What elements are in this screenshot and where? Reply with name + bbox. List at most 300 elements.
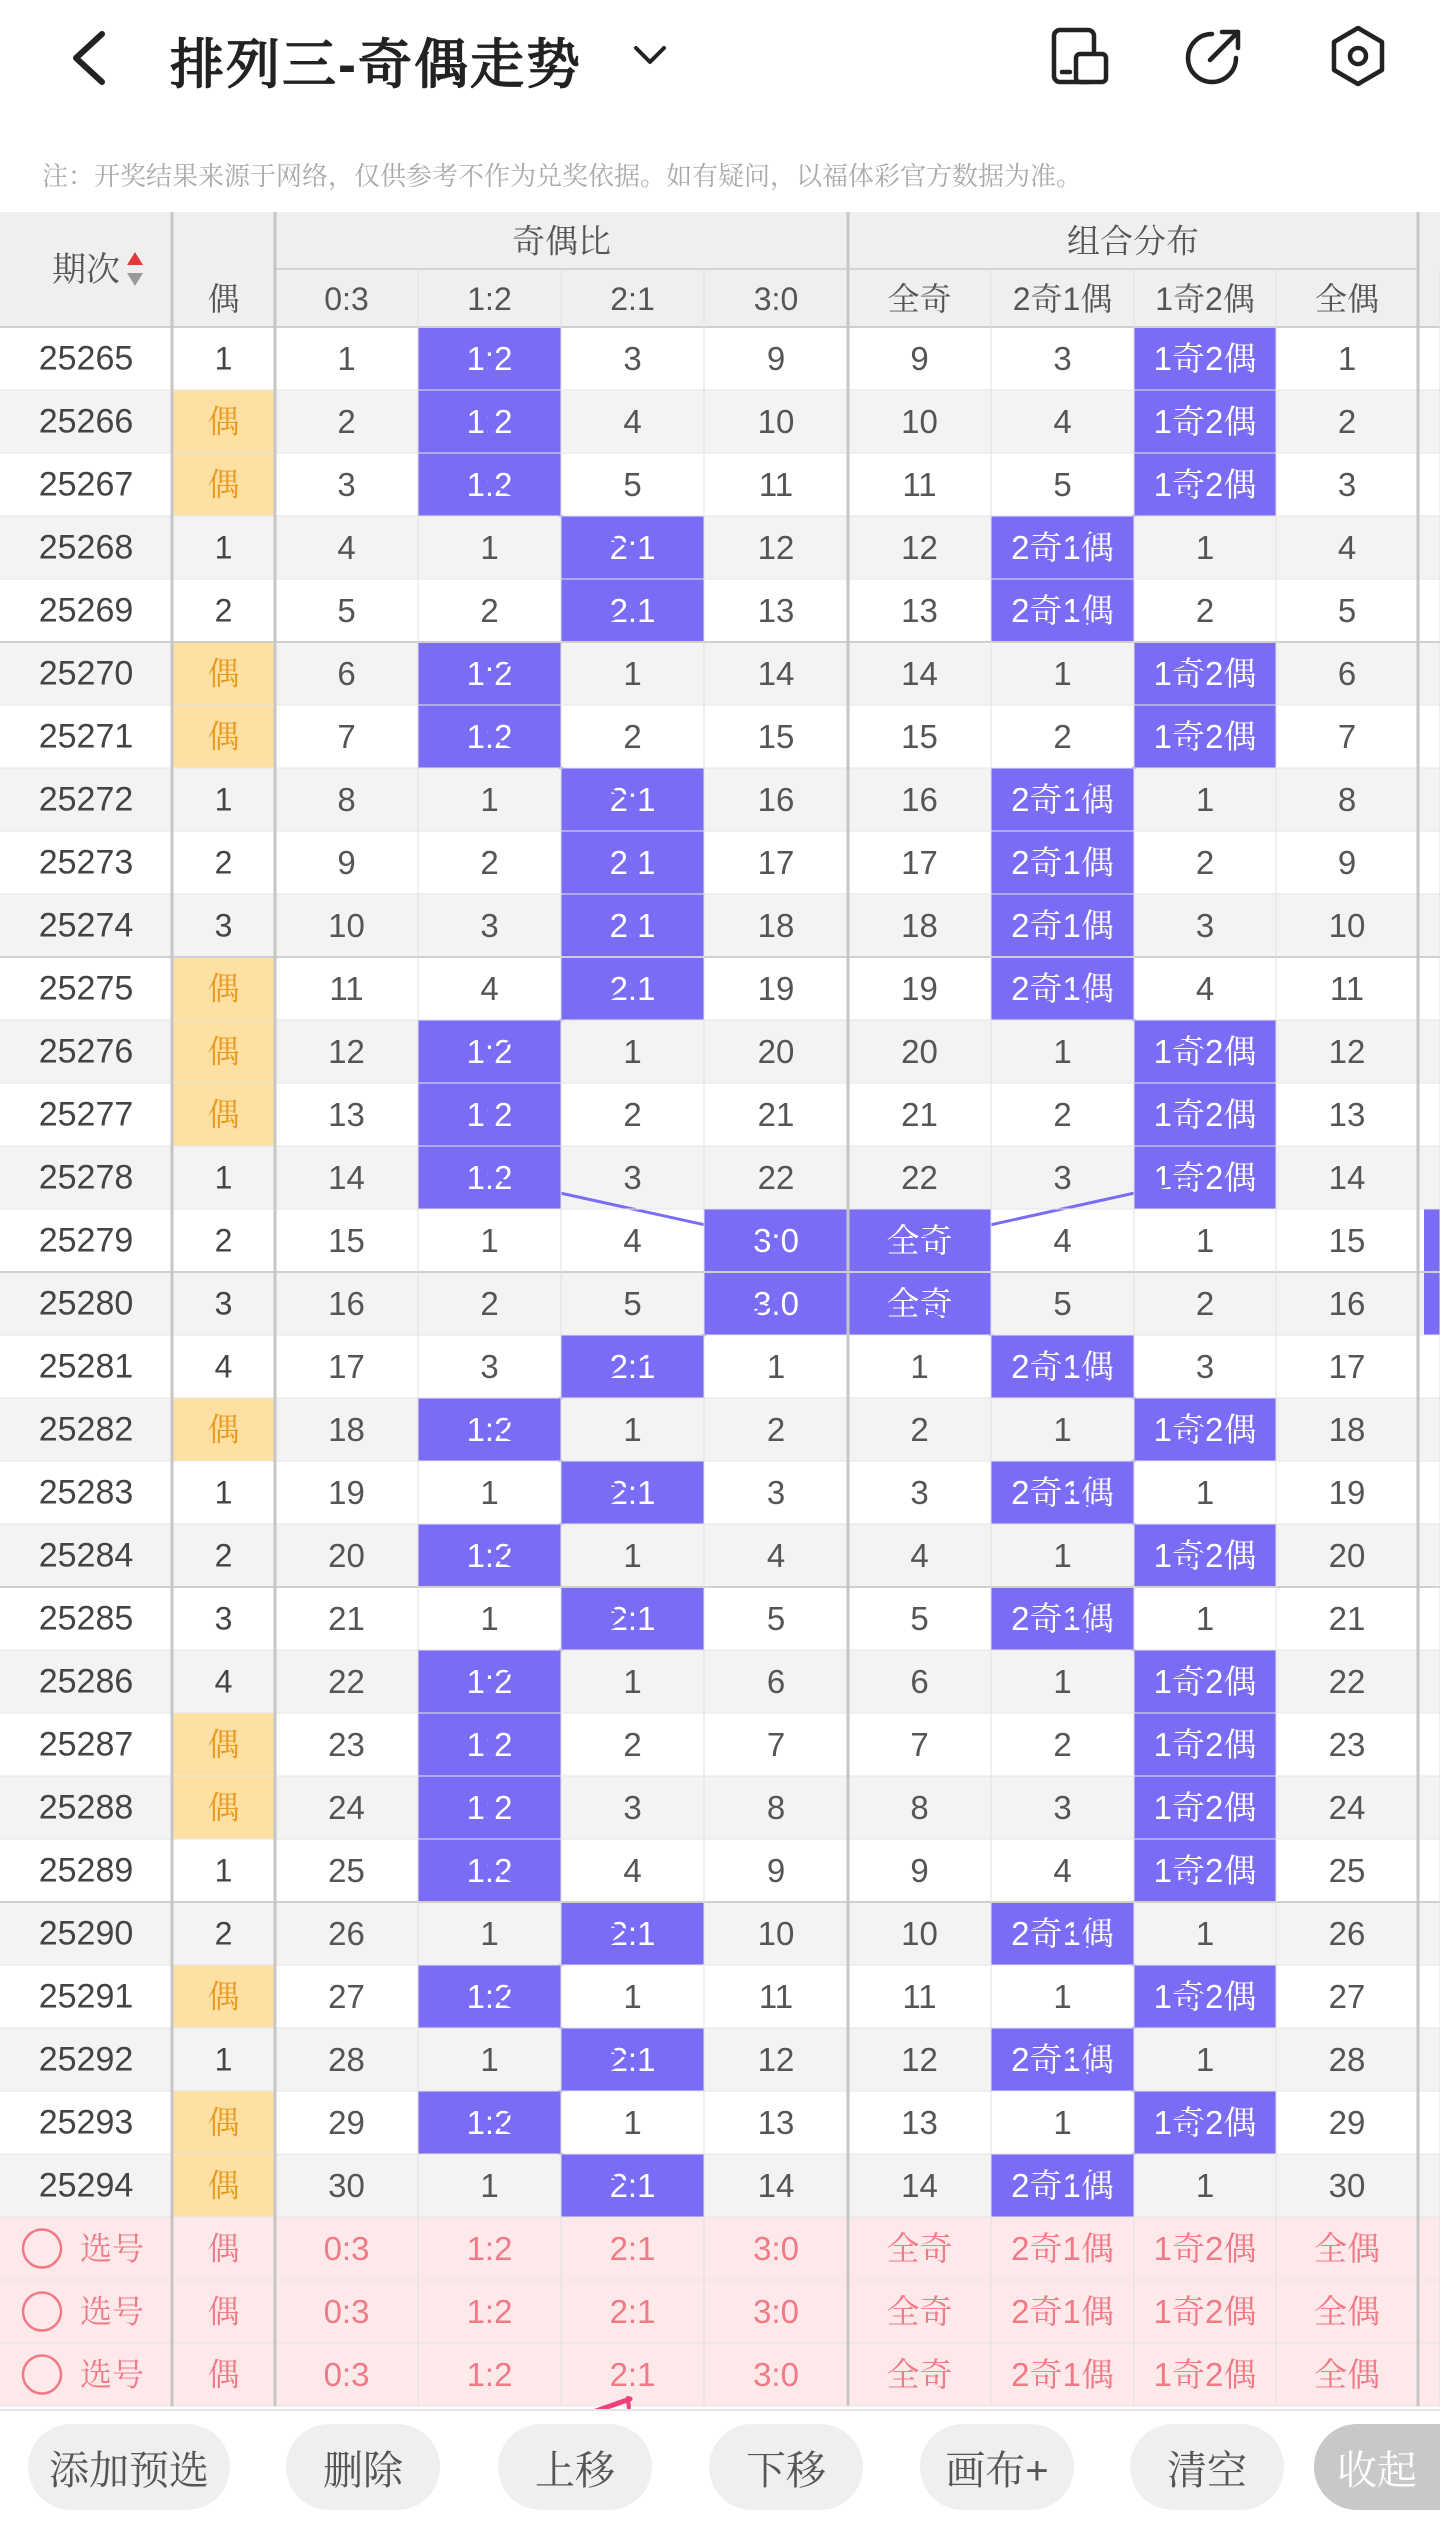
select-ratio-option[interactable]: 3:0 [753, 2356, 799, 2393]
ratio-miss-cell: 1 [480, 529, 499, 566]
combo-miss-cell: 11 [1329, 970, 1365, 1007]
combo-miss-cell: 4 [1337, 529, 1357, 566]
ratio-miss-cell: 1 [337, 340, 356, 377]
ratio-miss-cell: 2 [480, 592, 499, 629]
even-cell: 偶 [207, 1033, 240, 1070]
ratio-hit-label: 2:1 [609, 529, 656, 566]
ratio-miss-cell: 10 [757, 403, 795, 440]
share-icon[interactable] [1182, 24, 1246, 88]
combo-miss-cell: 16 [1328, 1285, 1366, 1322]
ratio-miss-cell: 4 [480, 970, 499, 1007]
ratio-miss-cell: 14 [757, 655, 795, 692]
ratio-hit-label: 2:1 [609, 1348, 656, 1385]
move-down-button[interactable]: 下移 [709, 2424, 863, 2510]
select-even-option: 偶 [207, 2230, 240, 2267]
combo-miss-cell: 23 [1328, 1726, 1366, 1763]
even-cell: 3 [214, 1600, 233, 1637]
clear-button[interactable]: 清空 [1130, 2424, 1284, 2510]
period-cell: 25274 [38, 906, 134, 945]
parity-ratio-header: 奇偶比 [512, 222, 611, 260]
even-cell: 偶 [207, 403, 240, 440]
select-combo-option[interactable]: 1奇2偶 [1153, 2356, 1257, 2393]
ratio-miss-cell: 3 [623, 1789, 642, 1826]
even-cell: 偶 [207, 1096, 240, 1133]
ratio-miss-cell: 2 [480, 844, 499, 881]
ratio-miss-cell: 1 [623, 1033, 642, 1070]
combo-miss-cell: 13 [901, 592, 938, 629]
combo-miss-cell: 4 [1195, 970, 1215, 1007]
period-cell: 25291 [38, 1977, 134, 2016]
select-label: 选号 [79, 2356, 145, 2393]
combo-hit-label: 1奇2偶 [1153, 1789, 1257, 1826]
canvas-plus-button[interactable]: 画布+ [920, 2424, 1074, 2510]
combo-hit-label: 1奇2偶 [1153, 1978, 1257, 2015]
combo-miss-cell: 21 [1328, 1600, 1366, 1637]
combo-miss-cell: 13 [901, 2104, 938, 2141]
ratio-miss-cell: 13 [757, 592, 795, 629]
ratio-hit-label: 2:1 [609, 1600, 656, 1637]
ratio-miss-cell: 13 [757, 2104, 795, 2141]
combo-miss-cell: 26 [1328, 1915, 1366, 1952]
combo-miss-cell: 24 [1328, 1789, 1366, 1826]
ratio-hit-label: 3:0 [753, 1285, 799, 1322]
period-cell: 25293 [38, 2103, 134, 2142]
combo-miss-cell: 14 [901, 2167, 938, 2204]
ratio-miss-cell: 29 [328, 2104, 365, 2141]
select-ratio-option[interactable]: 0:3 [323, 2293, 370, 2330]
select-combo-option[interactable]: 全偶 [1314, 2230, 1380, 2267]
ratio-miss-cell: 10 [328, 907, 365, 944]
combo-hit-label: 2奇1偶 [1011, 2167, 1114, 2204]
ratio-miss-cell: 10 [757, 1915, 795, 1952]
period-cell: 25275 [38, 969, 134, 1008]
select-label: 选号 [79, 2293, 145, 2330]
combo-miss-cell: 20 [1328, 1537, 1366, 1574]
period-cell: 25288 [38, 1788, 134, 1827]
combo-miss-cell: 13 [1328, 1096, 1366, 1133]
top-bar [0, 0, 1440, 115]
combo-hit-label: 全奇 [886, 1222, 953, 1259]
ratio-miss-cell: 2 [480, 1285, 499, 1322]
ratio-miss-cell: 5 [766, 1600, 786, 1637]
select-combo-option[interactable]: 全偶 [1314, 2356, 1380, 2393]
ratio-hit-label: 3:0 [753, 1222, 799, 1259]
edge-hit-cell [1424, 1272, 1440, 1335]
ratio-miss-cell: 25 [328, 1852, 365, 1889]
combo-miss-cell: 9 [1337, 844, 1357, 881]
ratio-miss-cell: 1 [623, 1978, 642, 2015]
even-cell: 偶 [207, 718, 240, 755]
ratio-hit-label: 1:2 [466, 1789, 513, 1826]
combo-miss-cell: 3 [1195, 1348, 1215, 1385]
period-cell: 25266 [38, 402, 134, 441]
even-cell: 1 [214, 1852, 233, 1889]
select-combo-option[interactable]: 2奇1偶 [1011, 2356, 1114, 2393]
period-cell: 25283 [38, 1473, 134, 1512]
period-cell: 25281 [38, 1347, 134, 1386]
combo-miss-cell: 25 [1328, 1852, 1366, 1889]
combo-miss-cell: 3 [1337, 466, 1357, 503]
combo-miss-cell: 1 [1195, 1915, 1215, 1952]
ratio-miss-cell: 7 [766, 1726, 786, 1763]
ratio-miss-cell: 17 [757, 844, 795, 881]
ratio-miss-cell: 1 [623, 2104, 642, 2141]
combo-miss-cell: 2 [1053, 1096, 1072, 1133]
combo-hit-label: 1奇2偶 [1153, 466, 1257, 503]
ratio-miss-cell: 3 [623, 1159, 642, 1196]
even-cell: 2 [214, 1537, 233, 1574]
combo-miss-cell: 17 [901, 844, 938, 881]
combo-miss-cell: 6 [910, 1663, 929, 1700]
period-cell: 25278 [38, 1158, 134, 1197]
combo-miss-cell: 10 [901, 403, 938, 440]
select-ratio-option[interactable]: 1:2 [466, 2293, 513, 2330]
ratio-miss-cell: 1 [623, 1411, 642, 1448]
combo-miss-cell: 3 [1053, 1159, 1072, 1196]
period-cell: 25272 [38, 780, 134, 819]
combo-miss-cell: 12 [901, 2041, 938, 2078]
combo-miss-cell: 1 [1053, 655, 1072, 692]
ratio-miss-cell: 16 [757, 781, 795, 818]
select-combo-option[interactable]: 全奇 [886, 2356, 953, 2393]
combo-miss-cell: 5 [1053, 466, 1072, 503]
even-cell: 偶 [207, 2104, 240, 2141]
even-cell: 偶 [207, 2167, 240, 2204]
combo-miss-cell: 27 [1328, 1978, 1366, 2015]
even-cell: 4 [214, 1663, 233, 1700]
combo-miss-cell: 2 [1195, 1285, 1215, 1322]
combo-col-header: 2奇1偶 [1012, 281, 1113, 317]
combo-hit-label: 2奇1偶 [1011, 592, 1114, 629]
combo-miss-cell: 1 [1053, 2104, 1072, 2141]
ratio-miss-cell: 21 [757, 1096, 795, 1133]
select-ratio-option[interactable]: 0:3 [323, 2230, 370, 2267]
ratio-miss-cell: 5 [623, 1285, 642, 1322]
period-cell: 25269 [38, 591, 134, 630]
ratio-miss-cell: 1 [623, 655, 642, 692]
combo-miss-cell: 4 [1053, 403, 1072, 440]
ratio-hit-label: 2:1 [609, 970, 656, 1007]
select-ratio-option[interactable]: 1:2 [466, 2230, 513, 2267]
select-ratio-option[interactable]: 3:0 [753, 2230, 799, 2267]
combo-miss-cell: 7 [910, 1726, 929, 1763]
combo-miss-cell: 3 [1053, 340, 1072, 377]
ratio-miss-cell: 6 [337, 655, 356, 692]
combo-hit-label: 2奇1偶 [1011, 844, 1114, 881]
ratio-miss-cell: 2 [623, 1096, 642, 1133]
combo-miss-cell: 1 [1195, 529, 1215, 566]
ratio-miss-cell: 18 [328, 1411, 365, 1448]
ratio-miss-cell: 4 [766, 1537, 786, 1574]
ratio-hit-label: 1:2 [466, 655, 513, 692]
combo-hit-label: 1奇2偶 [1153, 2104, 1257, 2141]
combo-miss-cell: 17 [1328, 1348, 1366, 1385]
combination-header: 组合分布 [1067, 222, 1199, 260]
combo-hit-label: 1奇2偶 [1153, 1411, 1257, 1448]
combo-col-header: 全偶 [1314, 281, 1380, 317]
combo-hit-label: 2奇1偶 [1011, 781, 1114, 818]
combo-hit-label: 2奇1偶 [1011, 1348, 1114, 1385]
combo-hit-label: 2奇1偶 [1011, 2041, 1114, 2078]
ratio-miss-cell: 27 [328, 1978, 365, 2015]
ratio-miss-cell: 8 [337, 781, 356, 818]
ratio-miss-cell: 12 [757, 2041, 795, 2078]
combo-hit-label: 1奇2偶 [1153, 1537, 1257, 1574]
combo-miss-cell: 15 [901, 718, 938, 755]
combo-miss-cell: 28 [1328, 2041, 1366, 2078]
device-icon[interactable] [1048, 24, 1112, 88]
even-cell: 1 [214, 340, 233, 377]
combo-miss-cell: 10 [901, 1915, 938, 1952]
combo-miss-cell: 6 [1337, 655, 1357, 692]
add-preselection-button[interactable]: 添加预选 [28, 2424, 230, 2510]
combo-miss-cell: 12 [901, 529, 938, 566]
combo-miss-cell: 1 [1195, 781, 1215, 818]
period-cell: 25270 [38, 654, 134, 693]
select-ratio-option[interactable]: 2:1 [609, 2293, 656, 2330]
select-combo-option[interactable]: 2奇1偶 [1011, 2230, 1114, 2267]
period-cell: 25284 [38, 1536, 134, 1575]
ratio-miss-cell: 1 [480, 1474, 499, 1511]
even-cell: 2 [214, 844, 233, 881]
combo-hit-label: 1奇2偶 [1153, 1096, 1257, 1133]
ratio-hit-label: 2:1 [609, 2167, 656, 2204]
even-cell: 1 [214, 529, 233, 566]
combo-hit-label: 1奇2偶 [1153, 1663, 1257, 1700]
select-ratio-option[interactable]: 3:0 [753, 2293, 799, 2330]
period-cell: 25289 [38, 1851, 134, 1890]
ratio-miss-cell: 2 [623, 718, 642, 755]
combo-miss-cell: 2 [1195, 844, 1215, 881]
ratio-hit-label: 1:2 [466, 403, 513, 440]
ratio-hit-label: 2:1 [609, 1474, 656, 1511]
select-ratio-option[interactable]: 1:2 [466, 2356, 513, 2393]
ratio-miss-cell: 14 [328, 1159, 365, 1196]
combo-col-header: 全奇 [887, 281, 952, 317]
even-cell: 4 [214, 1348, 233, 1385]
ratio-miss-cell: 3 [337, 466, 356, 503]
ratio-miss-cell: 9 [337, 844, 356, 881]
combo-hit-label: 全奇 [886, 1285, 953, 1322]
select-combo-option[interactable]: 1奇2偶 [1153, 2293, 1257, 2330]
combo-miss-cell: 1 [1337, 340, 1357, 377]
period-cell: 25287 [38, 1725, 134, 1764]
combo-hit-label: 2奇1偶 [1011, 907, 1114, 944]
ratio-miss-cell: 9 [766, 340, 786, 377]
collapse-button[interactable]: 收起 [1314, 2424, 1440, 2510]
combo-miss-cell: 1 [1195, 1222, 1215, 1259]
combo-miss-cell: 2 [1053, 718, 1072, 755]
ratio-miss-cell: 1 [480, 1222, 499, 1259]
ratio-miss-cell: 8 [766, 1789, 786, 1826]
ratio-miss-cell: 11 [329, 970, 364, 1007]
combo-miss-cell: 2 [1195, 592, 1215, 629]
ratio-miss-cell: 5 [623, 466, 642, 503]
select-combo-option[interactable]: 全奇 [886, 2230, 953, 2267]
delete-button[interactable]: 删除 [286, 2424, 440, 2510]
combo-hit-label: 1奇2偶 [1153, 1726, 1257, 1763]
even-cell: 偶 [207, 970, 240, 1007]
combo-miss-cell: 18 [1328, 1411, 1366, 1448]
combo-miss-cell: 11 [902, 466, 937, 503]
combo-miss-cell: 1 [1195, 2041, 1215, 2078]
ratio-miss-cell: 1 [480, 781, 499, 818]
combo-miss-cell: 30 [1328, 2167, 1366, 2204]
ratio-miss-cell: 24 [328, 1789, 365, 1826]
even-cell: 2 [214, 592, 233, 629]
ratio-miss-cell: 1 [480, 2041, 499, 2078]
combo-miss-cell: 1 [1195, 1474, 1215, 1511]
period-cell: 25265 [38, 339, 134, 378]
combo-miss-cell: 9 [910, 340, 929, 377]
even-cell: 偶 [207, 466, 240, 503]
even-cell: 3 [214, 907, 233, 944]
combo-miss-cell: 1 [1053, 1978, 1072, 2015]
ratio-miss-cell: 16 [328, 1285, 365, 1322]
ratio-miss-cell: 4 [623, 1852, 642, 1889]
period-cell: 25280 [38, 1284, 134, 1323]
period-cell: 25279 [38, 1221, 134, 1260]
combo-miss-cell: 8 [910, 1789, 929, 1826]
select-label: 选号 [79, 2230, 145, 2267]
select-ratio-option[interactable]: 2:1 [609, 2356, 656, 2393]
combo-miss-cell: 18 [901, 907, 938, 944]
ratio-miss-cell: 20 [328, 1537, 365, 1574]
disclaimer-notice: 注：开奖结果来源于网络，仅供参考不作为兑奖依据。如有疑问，以福体彩官方数据为准。 [42, 161, 1083, 191]
ratio-miss-cell: 1 [480, 2167, 499, 2204]
combo-miss-cell: 3 [910, 1474, 929, 1511]
even-cell: 1 [214, 1474, 233, 1511]
combo-miss-cell: 16 [901, 781, 938, 818]
ratio-hit-label: 1:2 [466, 1033, 513, 1070]
chevron-down-icon[interactable] [630, 40, 670, 70]
ratio-hit-label: 1:2 [466, 1537, 513, 1574]
select-ratio-option[interactable]: 2:1 [609, 2230, 656, 2267]
ratio-hit-label: 1:2 [466, 2104, 513, 2141]
ratio-miss-cell: 22 [328, 1663, 365, 1700]
ratio-hit-label: 1:2 [466, 718, 513, 755]
ratio-hit-label: 1:2 [466, 1978, 513, 2015]
ratio-hit-label: 1:2 [466, 1852, 513, 1889]
ratio-miss-cell: 6 [766, 1663, 786, 1700]
combo-miss-cell: 10 [1328, 907, 1366, 944]
ratio-miss-cell: 3 [480, 1348, 499, 1385]
combo-miss-cell: 29 [1328, 2104, 1366, 2141]
combo-miss-cell: 19 [1328, 1474, 1366, 1511]
select-even-option: 偶 [207, 2293, 240, 2330]
ratio-miss-cell: 28 [328, 2041, 365, 2078]
combo-miss-cell: 5 [910, 1600, 929, 1637]
combo-hit-label: 1奇2偶 [1153, 340, 1257, 377]
select-combo-option[interactable]: 1奇2偶 [1153, 2230, 1257, 2267]
combo-miss-cell: 12 [1328, 1033, 1366, 1070]
combo-hit-label: 1奇2偶 [1153, 1852, 1257, 1889]
ratio-miss-cell: 17 [328, 1348, 365, 1385]
trend-table [0, 212, 1440, 2409]
combo-hit-label: 2奇1偶 [1011, 1600, 1114, 1637]
combo-miss-cell: 9 [910, 1852, 929, 1889]
ratio-miss-cell: 11 [758, 1978, 794, 2015]
combo-hit-label: 1奇2偶 [1153, 718, 1257, 755]
even-cell: 偶 [207, 1789, 240, 1826]
even-cell: 1 [214, 781, 233, 818]
period-cell: 25268 [38, 528, 134, 567]
period-cell: 25290 [38, 1914, 134, 1953]
even-cell: 2 [214, 1222, 233, 1259]
combo-hit-label: 1奇2偶 [1153, 1159, 1257, 1196]
ratio-hit-label: 1:2 [466, 466, 513, 503]
ratio-miss-cell: 3 [480, 907, 499, 944]
combo-miss-cell: 5 [1053, 1285, 1072, 1322]
ratio-miss-cell: 12 [757, 529, 795, 566]
even-cell: 3 [214, 1285, 233, 1322]
ratio-hit-label: 2:1 [609, 1915, 656, 1952]
combo-miss-cell: 5 [1337, 592, 1357, 629]
combo-miss-cell: 1 [1053, 1663, 1072, 1700]
ratio-miss-cell: 2 [623, 1726, 642, 1763]
ratio-miss-cell: 30 [328, 2167, 365, 2204]
period-cell: 25273 [38, 843, 134, 882]
period-cell: 25282 [38, 1410, 134, 1449]
even-cell: 偶 [207, 655, 240, 692]
combo-miss-cell: 19 [901, 970, 938, 1007]
even-cell: 偶 [207, 1411, 240, 1448]
select-combo-option[interactable]: 2奇1偶 [1011, 2293, 1114, 2330]
page-title: 排列三-奇偶走势 [170, 35, 582, 95]
combo-hit-label: 1奇2偶 [1153, 1033, 1257, 1070]
select-even-option: 偶 [207, 2356, 240, 2393]
combo-miss-cell: 4 [1053, 1852, 1072, 1889]
settings-icon[interactable] [1326, 24, 1390, 88]
select-ratio-option[interactable]: 0:3 [323, 2356, 370, 2393]
combo-miss-cell: 2 [1053, 1726, 1072, 1763]
move-up-button[interactable]: 上移 [498, 2424, 652, 2510]
combo-miss-cell: 22 [1328, 1663, 1366, 1700]
even-cell: 偶 [207, 1726, 240, 1763]
combo-miss-cell: 21 [901, 1096, 938, 1133]
select-combo-option[interactable]: 全奇 [886, 2293, 953, 2330]
ratio-col-header: 2:1 [610, 281, 655, 317]
trend-grid [0, 212, 1440, 2409]
ratio-hit-label: 1:2 [466, 1663, 513, 1700]
combo-miss-cell: 1 [1053, 1033, 1072, 1070]
combo-miss-cell: 14 [901, 655, 938, 692]
ratio-miss-cell: 1 [623, 1537, 642, 1574]
ratio-miss-cell: 2 [337, 403, 356, 440]
combo-miss-cell: 1 [910, 1348, 929, 1385]
combo-miss-cell: 4 [1053, 1222, 1072, 1259]
combo-miss-cell: 2 [910, 1411, 929, 1448]
ratio-col-header: 3:0 [753, 281, 799, 317]
back-arrow-icon[interactable] [60, 28, 120, 88]
period-cell: 25271 [38, 717, 134, 756]
ratio-miss-cell: 23 [328, 1726, 365, 1763]
ratio-hit-label: 1:2 [466, 1411, 513, 1448]
combo-miss-cell: 22 [901, 1159, 938, 1196]
combo-miss-cell: 1 [1195, 1600, 1215, 1637]
ratio-miss-cell: 7 [337, 718, 356, 755]
ratio-miss-cell: 15 [328, 1222, 365, 1259]
ratio-miss-cell: 21 [328, 1600, 365, 1637]
ratio-miss-cell: 19 [328, 1474, 365, 1511]
select-combo-option[interactable]: 全偶 [1314, 2293, 1380, 2330]
combo-hit-label: 1奇2偶 [1153, 403, 1257, 440]
combo-miss-cell: 2 [1337, 403, 1357, 440]
period-cell: 25285 [38, 1599, 134, 1638]
ratio-hit-label: 2:1 [609, 2041, 656, 2078]
ratio-hit-label: 2:1 [609, 592, 656, 629]
combo-hit-label: 2奇1偶 [1011, 970, 1114, 1007]
